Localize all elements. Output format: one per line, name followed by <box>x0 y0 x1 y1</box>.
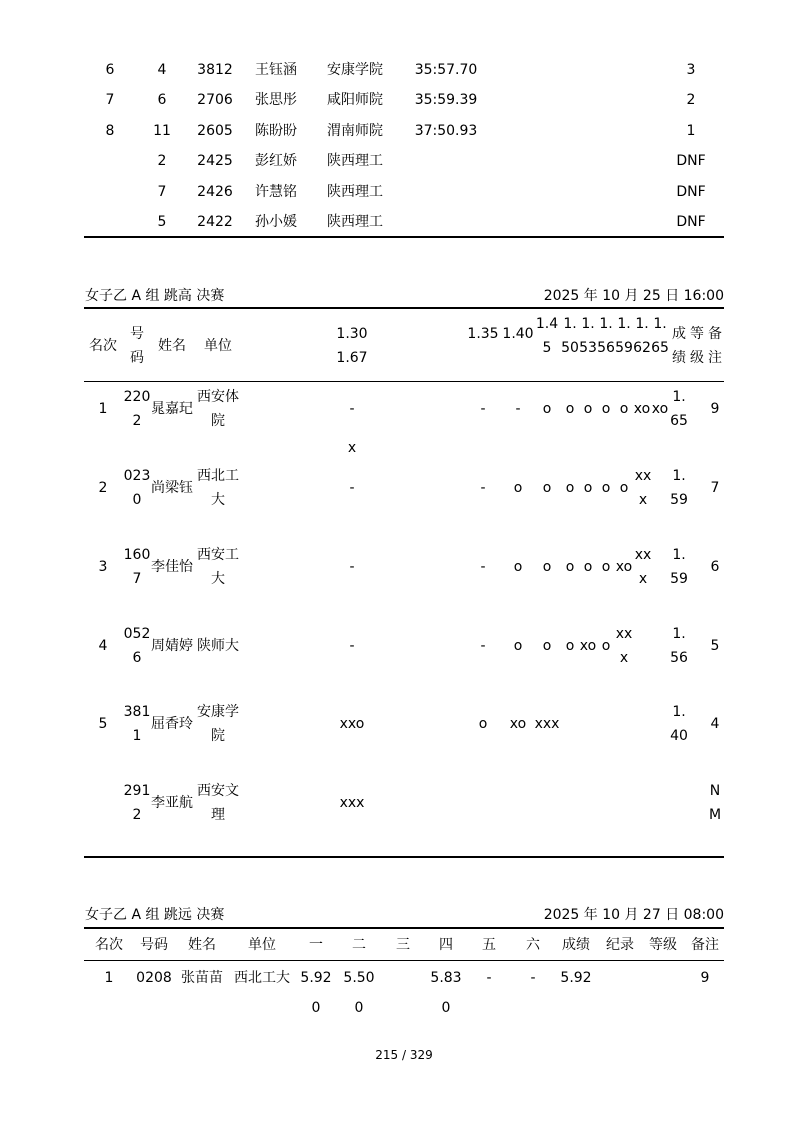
header-bottom-rule <box>84 960 724 961</box>
table-cell-bib: 2605 <box>197 123 233 139</box>
table-cell-time: 35:57.70 <box>414 62 478 78</box>
cell-height-1-50: o <box>565 559 575 575</box>
cell-name: 尚梁钰 <box>151 480 193 496</box>
table-bottom-rule <box>84 236 724 238</box>
section-title-high-jump: 女子乙 A 组 跳高 决赛 <box>85 288 225 304</box>
cell-attempt-5: - <box>486 970 492 986</box>
table-cell-unit: 陕西理工 <box>327 153 383 169</box>
header-attempt-5: 五 <box>482 937 496 953</box>
table-cell-name: 许慧铭 <box>255 184 297 200</box>
table-cell-lane: 6 <box>157 92 167 108</box>
table-cell-name: 王钰涵 <box>255 62 297 78</box>
header-unit: 单位 <box>204 338 232 354</box>
cell-bib: 291 2 <box>123 783 151 823</box>
cell-attempt-6: - <box>530 970 536 986</box>
cell-attempt-1-wrap: 0 <box>311 1000 321 1016</box>
header-height-1-50: 1. 50 <box>561 316 579 356</box>
cell-note: N M <box>708 783 722 823</box>
table-cell-points: 3 <box>686 62 696 78</box>
cell-bib: 023 0 <box>123 468 151 508</box>
cell-height-1-35: - <box>480 480 486 496</box>
cell-note: 4 <box>710 716 720 732</box>
cell-height-1-45: xxx <box>534 716 560 732</box>
header-result: 成绩 <box>562 937 590 953</box>
header-bib: 号码 <box>140 937 168 953</box>
cell-height-1-45: o <box>542 559 552 575</box>
cell-result: 1. 59 <box>670 547 688 587</box>
cell-rank: 2 <box>98 480 108 496</box>
header-grade: 等级 <box>649 937 677 953</box>
header-name: 姓名 <box>158 338 186 354</box>
cell-height-1-59: o <box>619 480 629 496</box>
cell-height-1-56: o <box>601 559 611 575</box>
header-unit: 单位 <box>248 937 276 953</box>
table-cell-lane: 7 <box>157 184 167 200</box>
cell-bib: 0208 <box>136 970 172 986</box>
table-cell-points: 1 <box>686 123 696 139</box>
cell-bib: 220 2 <box>123 389 151 429</box>
cell-height-1-35: - <box>480 638 486 654</box>
cell-height-1-67: x <box>347 440 357 456</box>
header-record: 纪录 <box>606 937 634 953</box>
page-number: 215 / 329 <box>375 1048 433 1062</box>
cell-height-1-53: o <box>583 401 593 417</box>
cell-result: 1. 59 <box>670 468 688 508</box>
cell-name: 张苗苗 <box>181 970 223 986</box>
cell-unit: 西安文 理 <box>197 783 239 823</box>
table-cell-unit: 陕西理工 <box>327 184 383 200</box>
cell-name: 屈香玲 <box>151 716 193 732</box>
cell-attempt-2-wrap: 0 <box>354 1000 364 1016</box>
cell-result: 1. 56 <box>670 626 688 666</box>
cell-result: 1. 65 <box>670 389 688 429</box>
cell-unit: 安康学 院 <box>197 704 239 744</box>
cell-height-1-30: - <box>349 638 355 654</box>
header-grade: 等 级 <box>690 326 704 366</box>
table-cell-lane: 5 <box>157 214 167 230</box>
cell-height-1-59: xo <box>615 559 633 575</box>
cell-note: 7 <box>710 480 720 496</box>
header-attempt-6: 六 <box>526 937 540 953</box>
cell-height-1-50: o <box>565 401 575 417</box>
table-cell-unit: 渭南师院 <box>327 123 383 139</box>
cell-rank: 4 <box>98 638 108 654</box>
cell-height-1-40: xo <box>509 716 527 732</box>
header-rank: 名次 <box>89 338 117 354</box>
cell-name: 李佳怡 <box>151 559 193 575</box>
cell-attempt-4: 5.83 <box>430 970 462 986</box>
header-note: 备 注 <box>708 326 722 366</box>
table-cell-time: 37:50.93 <box>414 123 478 139</box>
cell-note: 9 <box>710 401 720 417</box>
table-cell-points: DNF <box>676 184 706 200</box>
table-cell-name: 陈盼盼 <box>255 123 297 139</box>
header-height-1-30: 1.30 1.67 <box>336 326 368 366</box>
table-cell-unit: 安康学院 <box>327 62 383 78</box>
cell-height-1-62: xo <box>633 401 651 417</box>
header-bottom-rule <box>84 381 724 382</box>
cell-rank: 3 <box>98 559 108 575</box>
header-note: 备注 <box>691 937 719 953</box>
cell-result: 5.92 <box>560 970 592 986</box>
cell-height-1-40: o <box>513 559 523 575</box>
cell-note: 5 <box>710 638 720 654</box>
table-cell-name: 孙小媛 <box>255 214 297 230</box>
cell-height-1-53: o <box>583 559 593 575</box>
header-attempt-3: 三 <box>396 937 410 953</box>
cell-name: 周婧婷 <box>151 638 193 654</box>
table-cell-bib: 2422 <box>197 214 233 230</box>
cell-rank: 1 <box>98 401 108 417</box>
table-cell-rank: 6 <box>105 62 115 78</box>
cell-height-1-62: xx x <box>634 547 652 587</box>
header-bib: 号 码 <box>130 326 144 366</box>
cell-height-1-56: o <box>601 480 611 496</box>
header-attempt-1: 一 <box>309 937 323 953</box>
table-cell-bib: 2706 <box>197 92 233 108</box>
cell-height-1-35: o <box>478 716 488 732</box>
cell-height-1-30: - <box>349 559 355 575</box>
cell-height-1-50: o <box>565 480 575 496</box>
table-cell-bib: 3812 <box>197 62 233 78</box>
header-height-1-65: 1. 65 <box>651 316 669 356</box>
table-cell-points: DNF <box>676 214 706 230</box>
table-bottom-rule <box>84 856 724 858</box>
cell-height-1-35: - <box>480 401 486 417</box>
cell-height-1-45: o <box>542 638 552 654</box>
cell-height-1-50: o <box>565 638 575 654</box>
header-height-1-56: 1. 56 <box>597 316 615 356</box>
cell-note: 9 <box>700 970 710 986</box>
table-cell-unit: 陕西理工 <box>327 214 383 230</box>
cell-height-1-40: - <box>515 401 521 417</box>
table-cell-points: 2 <box>686 92 696 108</box>
cell-note: 6 <box>710 559 720 575</box>
cell-height-1-56: o <box>601 401 611 417</box>
table-cell-name: 张思彤 <box>255 92 297 108</box>
cell-height-1-40: o <box>513 638 523 654</box>
cell-height-1-45: o <box>542 480 552 496</box>
cell-rank: 5 <box>98 716 108 732</box>
cell-bib: 052 6 <box>123 626 151 666</box>
cell-height-1-30: xxo <box>339 716 365 732</box>
cell-height-1-45: o <box>542 401 552 417</box>
header-height-1-35: 1.35 <box>467 326 499 342</box>
cell-attempt-4-wrap: 0 <box>441 1000 451 1016</box>
table-cell-rank: 8 <box>105 123 115 139</box>
cell-bib: 160 7 <box>123 547 151 587</box>
header-attempt-2: 二 <box>352 937 366 953</box>
cell-rank: 1 <box>104 970 114 986</box>
cell-height-1-35: - <box>480 559 486 575</box>
table-cell-points: DNF <box>676 153 706 169</box>
section-datetime-long-jump: 2025 年 10 月 27 日 08:00 <box>543 907 724 923</box>
table-cell-unit: 咸阳师院 <box>327 92 383 108</box>
cell-bib: 381 1 <box>123 704 151 744</box>
cell-height-1-62: xx x <box>634 468 652 508</box>
table-cell-lane: 4 <box>157 62 167 78</box>
cell-height-1-53: o <box>583 480 593 496</box>
table-cell-time: 35:59.39 <box>414 92 478 108</box>
cell-unit: 西北工大 <box>234 970 290 986</box>
cell-attempt-1: 5.92 <box>300 970 332 986</box>
cell-height-1-59: o <box>619 401 629 417</box>
cell-attempt-2: 5.50 <box>343 970 375 986</box>
header-name: 姓名 <box>188 937 216 953</box>
table-cell-bib: 2426 <box>197 184 233 200</box>
cell-height-1-40: o <box>513 480 523 496</box>
cell-height-1-56: o <box>601 638 611 654</box>
cell-height-1-30: - <box>349 401 355 417</box>
header-rank: 名次 <box>95 937 123 953</box>
cell-unit: 西安工 大 <box>197 547 239 587</box>
header-attempt-4: 四 <box>439 937 453 953</box>
cell-height-1-30: - <box>349 480 355 496</box>
cell-name: 李亚航 <box>151 795 193 811</box>
cell-height-1-30: xxx <box>339 795 365 811</box>
cell-height-1-53: xo <box>579 638 597 654</box>
table-cell-bib: 2425 <box>197 153 233 169</box>
cell-unit: 陕师大 <box>197 638 239 654</box>
header-height-1-59: 1. 59 <box>615 316 633 356</box>
header-height-1-40: 1.40 <box>502 326 534 342</box>
cell-height-1-59: xx x <box>615 626 633 666</box>
cell-unit: 西安体 院 <box>197 389 239 429</box>
header-height-1-53: 1. 53 <box>579 316 597 356</box>
cell-height-1-65: xo <box>651 401 669 417</box>
section-title-long-jump: 女子乙 A 组 跳远 决赛 <box>85 907 225 923</box>
header-result: 成 绩 <box>672 326 686 366</box>
cell-name: 晁嘉玘 <box>151 401 193 417</box>
header-height-1-62: 1. 62 <box>633 316 651 356</box>
table-cell-lane: 11 <box>153 123 171 139</box>
header-top-rule <box>84 307 724 309</box>
table-cell-rank: 7 <box>105 92 115 108</box>
cell-unit: 西北工 大 <box>197 468 239 508</box>
header-top-rule <box>84 927 724 929</box>
header-height-1-45: 1.4 5 <box>535 316 559 356</box>
table-cell-name: 彭红娇 <box>255 153 297 169</box>
table-cell-lane: 2 <box>157 153 167 169</box>
cell-result: 1. 40 <box>670 704 688 744</box>
section-datetime-high-jump: 2025 年 10 月 25 日 16:00 <box>543 288 724 304</box>
